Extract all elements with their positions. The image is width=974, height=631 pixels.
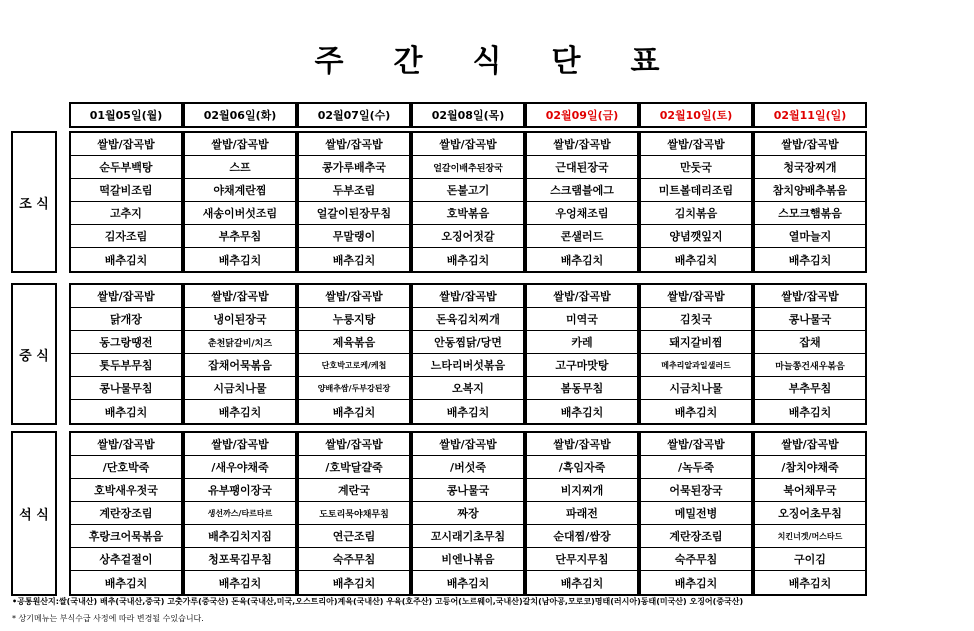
day-column — [297, 431, 411, 596]
menu-item: 쌀밥/잡곡밥 — [755, 433, 865, 456]
menu-item: 스크램블에그 — [527, 179, 637, 202]
menu-item: 우엉채조림 — [527, 202, 637, 225]
day-column — [525, 131, 639, 273]
menu-item: 오징어젓갈 — [413, 225, 523, 248]
menu-item: 구이김 — [755, 548, 865, 571]
menu-item: 오징어초무침 — [755, 502, 865, 525]
menu-item: 배추김치 — [788, 405, 832, 419]
day-column — [69, 131, 183, 273]
menu-item: 짜장 — [413, 502, 523, 525]
date-header-row — [69, 102, 867, 128]
meal-label: 중 식 — [11, 283, 57, 425]
menu-item: 배추김치 — [788, 253, 832, 267]
menu-item: 잡채 — [755, 331, 865, 354]
menu-item: 만둣국 — [641, 156, 751, 179]
page-title — [0, 36, 974, 80]
menu-item: 안동찜닭/당면 — [413, 331, 523, 354]
menu-item: 부추무침 — [755, 377, 865, 400]
menu-item: /흑임자죽 — [527, 456, 637, 479]
menu-item: 비엔나볶음 — [413, 548, 523, 571]
menu-item: 청포묵김무침 — [185, 548, 295, 571]
menu-item: 쌀밥/잡곡밥 — [71, 285, 181, 308]
menu-item: 쌀밥/잡곡밥 — [641, 433, 751, 456]
menu-item: 미트볼데리조림 — [641, 179, 751, 202]
menu-item: 누룽지탕 — [299, 308, 409, 331]
menu-item: 카레 — [527, 331, 637, 354]
menu-item: 콘샐러드 — [527, 225, 637, 248]
menu-item: 스모크햄볶음 — [755, 202, 865, 225]
menu-item: 동그랑땡전 — [71, 331, 181, 354]
title-char: 주 — [314, 44, 344, 79]
change-note: * 상기메뉴는 부식수급 사정에 따라 변경될 수있습니다. — [12, 614, 204, 623]
menu-item: 쌀밥/잡곡밥 — [755, 133, 865, 156]
menu-item: 야채계란찜 — [185, 179, 295, 202]
menu-item: 김치볶음 — [641, 202, 751, 225]
menu-item: 후랑크어묵볶음 — [71, 525, 181, 548]
menu-item: 호박볶음 — [413, 202, 523, 225]
menu-item: 배추김치 — [332, 576, 376, 590]
menu-item: 단호박고로케/케첩 — [299, 354, 409, 377]
meal-section — [69, 283, 867, 425]
menu-item: 단무지무침 — [527, 548, 637, 571]
menu-item: 쌀밥/잡곡밥 — [185, 133, 295, 156]
menu-item: 오복지 — [413, 377, 523, 400]
day-column — [753, 431, 867, 596]
menu-item: 부추무침 — [185, 225, 295, 248]
menu-item: 잡채어묵볶음 — [185, 354, 295, 377]
menu-item: 참치양배추볶음 — [755, 179, 865, 202]
day-column — [183, 431, 297, 596]
menu-item: /참치야채죽 — [755, 456, 865, 479]
menu-item: 배추김치 — [674, 576, 718, 590]
menu-item: /버섯죽 — [413, 456, 523, 479]
menu-item: 시금치나물 — [185, 377, 295, 400]
menu-item: 상추겉절이 — [71, 548, 181, 571]
menu-item: 배추김치 — [446, 576, 490, 590]
menu-item: 숙주무침 — [641, 548, 751, 571]
title-char: 간 — [393, 44, 423, 79]
origin-note: •공통원산지:쌀(국내산) 배추(국내산,중국) 고춧가루(중국산) 돈육(국내산,미국,오스트리아)계육(국내산) 우육(호주산) 고등어(노르웨이,국내산)갈치(남아공,모로코)명태(러시아)동태(미국산) 오징어(중국산) — [12, 597, 744, 606]
menu-item: 새송이버섯조림 — [185, 202, 295, 225]
menu-item: 쌀밥/잡곡밥 — [413, 433, 523, 456]
day-column — [183, 131, 297, 273]
menu-item: 쌀밥/잡곡밥 — [299, 285, 409, 308]
menu-item: 닭개장 — [71, 308, 181, 331]
menu-item: 콩나물국 — [755, 308, 865, 331]
menu-item: 메밀전병 — [641, 502, 751, 525]
menu-item: 쌀밥/잡곡밥 — [185, 433, 295, 456]
menu-item: 계란장조림 — [641, 525, 751, 548]
menu-item: 쌀밥/잡곡밥 — [527, 133, 637, 156]
day-column — [69, 283, 183, 425]
day-column — [297, 283, 411, 425]
menu-item: 순대찜/쌈장 — [527, 525, 637, 548]
menu-item: 북어채무국 — [755, 479, 865, 502]
menu-item: 배추김치 — [218, 405, 262, 419]
meal-label: 석 식 — [11, 431, 57, 596]
menu-item: 배추김치 — [218, 253, 262, 267]
day-column — [411, 131, 525, 273]
date-header: 02월07일(수) — [297, 102, 411, 128]
menu-item: 도토리묵야채무침 — [299, 502, 409, 525]
menu-item: 제육볶음 — [299, 331, 409, 354]
meal-section — [69, 131, 867, 273]
date-header: 02월10일(토) — [639, 102, 753, 128]
menu-item: 돈불고기 — [413, 179, 523, 202]
menu-item: 배추김치 — [674, 253, 718, 267]
day-column — [753, 283, 867, 425]
menu-item: 쌀밥/잡곡밥 — [527, 285, 637, 308]
title-char: 식 — [472, 44, 502, 79]
menu-item: 마늘쫑건새우볶음 — [755, 354, 865, 377]
menu-item: 파래전 — [527, 502, 637, 525]
menu-item: 꼬시래기초무침 — [413, 525, 523, 548]
menu-item: 배추김치 — [332, 253, 376, 267]
menu-item: 계란장조림 — [71, 502, 181, 525]
meal-section — [69, 431, 867, 596]
menu-item: 얼갈이배추된장국 — [413, 156, 523, 179]
title-char: 표 — [630, 44, 660, 79]
day-column — [69, 431, 183, 596]
menu-item: 메추리알과일샐러드 — [641, 354, 751, 377]
menu-item: 쌀밥/잡곡밥 — [185, 285, 295, 308]
date-header: 02월11일(일) — [753, 102, 867, 128]
menu-item: 배추김치 — [332, 405, 376, 419]
day-column — [411, 431, 525, 596]
menu-item: 김자조림 — [71, 225, 181, 248]
menu-item: 쌀밥/잡곡밥 — [755, 285, 865, 308]
menu-item: 톳두부무침 — [71, 354, 181, 377]
menu-item: 두부조림 — [299, 179, 409, 202]
menu-item: 배추김치 — [560, 405, 604, 419]
menu-item: 생선까스/타르타르 — [185, 502, 295, 525]
menu-item: 쌀밥/잡곡밥 — [527, 433, 637, 456]
menu-item: 숙주무침 — [299, 548, 409, 571]
menu-item: 유부팽이장국 — [185, 479, 295, 502]
menu-item: 배추김치 — [788, 576, 832, 590]
menu-item: 어묵된장국 — [641, 479, 751, 502]
date-header: 02월09일(금) — [525, 102, 639, 128]
menu-item: 치킨너겟/머스타드 — [755, 525, 865, 548]
menu-item: 비지찌개 — [527, 479, 637, 502]
day-column — [411, 283, 525, 425]
menu-item: 연근조림 — [299, 525, 409, 548]
menu-item: 청국장찌개 — [755, 156, 865, 179]
menu-item: 미역국 — [527, 308, 637, 331]
menu-item: 양배추쌈/두부강된장 — [299, 377, 409, 400]
menu-item: /녹두죽 — [641, 456, 751, 479]
menu-item: 배추김치 — [104, 253, 148, 267]
menu-item: 배추김치 — [674, 405, 718, 419]
menu-item: 춘천닭갈비/치즈 — [185, 331, 295, 354]
menu-item: 배추김치 — [446, 405, 490, 419]
day-column — [525, 283, 639, 425]
title-char: 단 — [551, 44, 581, 79]
menu-item: 콩가루배추국 — [299, 156, 409, 179]
menu-item: /새우야채죽 — [185, 456, 295, 479]
menu-item: 고추지 — [71, 202, 181, 225]
day-column — [183, 283, 297, 425]
menu-item: 열마늘지 — [755, 225, 865, 248]
menu-item: 배추김치 — [218, 576, 262, 590]
menu-item: 호박새우젓국 — [71, 479, 181, 502]
menu-item: 배추김치 — [560, 576, 604, 590]
menu-item: 시금치나물 — [641, 377, 751, 400]
menu-item: 배추김치 — [446, 253, 490, 267]
day-column — [639, 431, 753, 596]
day-column — [639, 283, 753, 425]
day-column — [525, 431, 639, 596]
menu-item: 쌀밥/잡곡밥 — [71, 133, 181, 156]
menu-item: 쌀밥/잡곡밥 — [641, 285, 751, 308]
menu-item: /호박달걀죽 — [299, 456, 409, 479]
menu-item: 근대된장국 — [527, 156, 637, 179]
menu-item: 쌀밥/잡곡밥 — [641, 133, 751, 156]
menu-item: 고구마맛탕 — [527, 354, 637, 377]
menu-item: 봄동무침 — [527, 377, 637, 400]
date-header: 01월05일(월) — [69, 102, 183, 128]
menu-item: 계란국 — [299, 479, 409, 502]
date-header: 02월06일(화) — [183, 102, 297, 128]
menu-item: 쌀밥/잡곡밥 — [413, 285, 523, 308]
menu-item: 느타리버섯볶음 — [413, 354, 523, 377]
day-column — [753, 131, 867, 273]
menu-item: 얼갈이된장무침 — [299, 202, 409, 225]
day-column — [297, 131, 411, 273]
menu-item: 쌀밥/잡곡밥 — [299, 133, 409, 156]
day-column — [639, 131, 753, 273]
menu-item: /단호박죽 — [71, 456, 181, 479]
menu-item: 돈육김치찌개 — [413, 308, 523, 331]
menu-item: 돼지갈비찜 — [641, 331, 751, 354]
menu-item: 콩나물국 — [413, 479, 523, 502]
menu-item: 무말랭이 — [299, 225, 409, 248]
menu-item: 쌀밥/잡곡밥 — [71, 433, 181, 456]
menu-item: 콩나물무침 — [71, 377, 181, 400]
menu-item: 양념깻잎지 — [641, 225, 751, 248]
menu-item: 순두부백탕 — [71, 156, 181, 179]
menu-item: 냉이된장국 — [185, 308, 295, 331]
menu-item: 배추김치 — [104, 405, 148, 419]
menu-item: 스프 — [185, 156, 295, 179]
menu-item: 쌀밥/잡곡밥 — [413, 133, 523, 156]
menu-item: 떡갈비조림 — [71, 179, 181, 202]
menu-item: 배추김치 — [560, 253, 604, 267]
menu-item: 쌀밥/잡곡밥 — [299, 433, 409, 456]
menu-item: 배추김치지짐 — [185, 525, 295, 548]
date-header: 02월08일(목) — [411, 102, 525, 128]
meal-label: 조 식 — [11, 131, 57, 273]
menu-item: 김칫국 — [641, 308, 751, 331]
menu-item: 배추김치 — [104, 576, 148, 590]
